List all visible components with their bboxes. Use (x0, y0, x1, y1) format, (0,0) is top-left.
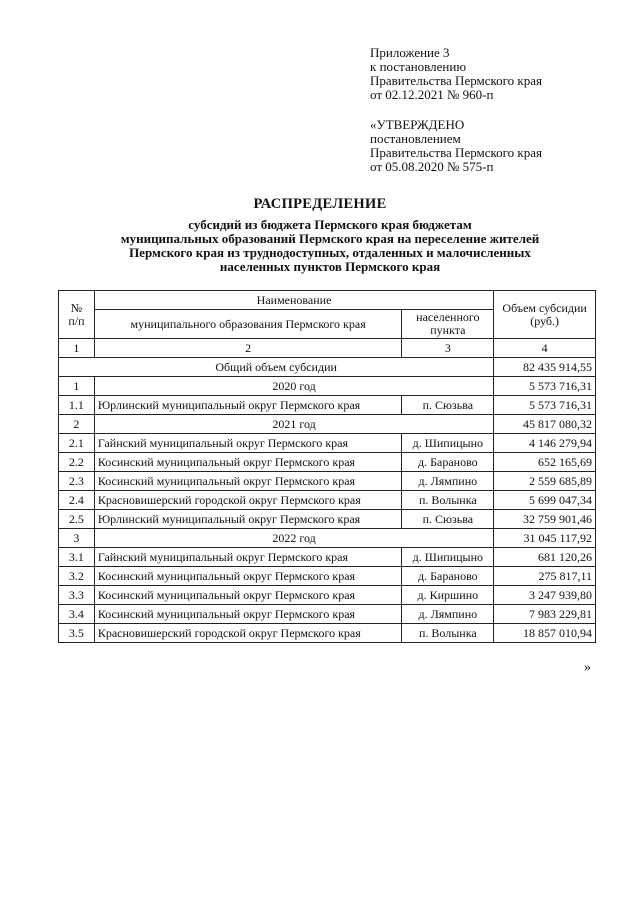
row-municipality: Гайнский муниципальный округ Пермского края (94, 434, 402, 453)
annex-line: Приложение 3 (370, 45, 450, 60)
row-settlement: д. Бараново (402, 567, 494, 586)
approved-line: «УТВЕРЖДЕНО (370, 117, 465, 132)
total-amount: 82 435 914,55 (494, 358, 596, 377)
row-settlement: п. Волынка (402, 491, 494, 510)
annex-line: Правительства Пермского края (370, 73, 542, 88)
row-no: 2.1 (59, 434, 95, 453)
approved-line: Правительства Пермского края (370, 145, 542, 160)
header-municipality: муниципального образования Пермского края (94, 310, 402, 339)
col-number: 3 (402, 339, 494, 358)
row-amount: 275 817,11 (494, 567, 596, 586)
row-municipality: Красновишерский городской округ Пермского края (94, 624, 402, 643)
year-row (59, 415, 596, 434)
col-number: 4 (494, 339, 596, 358)
table-row (59, 624, 596, 643)
subtitle-line: муниципальных образований Пермского края на переселение жителей (120, 231, 540, 246)
year-row-no: 3 (59, 529, 95, 548)
row-amount: 681 120,26 (494, 548, 596, 567)
header-amount: Объем субсидии (руб.) (494, 291, 596, 339)
row-no: 2.2 (59, 453, 95, 472)
row-no: 3.2 (59, 567, 95, 586)
row-amount: 5 699 047,34 (494, 491, 596, 510)
header-settlement: населенного пункта (402, 310, 494, 339)
annex-line: от 02.12.2021 № 960-п (370, 87, 494, 102)
closing-quote: » (584, 660, 591, 675)
row-amount: 4 146 279,94 (494, 434, 596, 453)
year-label: 2022 год (94, 529, 493, 548)
row-no: 2.3 (59, 472, 95, 491)
row-amount: 652 165,69 (494, 453, 596, 472)
document-subtitle (60, 218, 600, 274)
subsidy-distribution-table (58, 290, 596, 643)
row-amount: 3 247 939,80 (494, 586, 596, 605)
subtitle-line: населенных пунктов Пермского края (219, 259, 441, 274)
year-amount: 45 817 080,32 (494, 415, 596, 434)
table-row (59, 510, 596, 529)
column-number-row (59, 339, 596, 358)
subtitle-line: Пермского края из труднодоступных, отдаленных и малочисленных (129, 245, 531, 260)
row-municipality: Косинский муниципальный округ Пермского края (94, 567, 402, 586)
annex-reference (370, 46, 542, 102)
row-settlement: п. Волынка (402, 624, 494, 643)
annex-line: к постановлению (370, 59, 467, 74)
year-row (59, 377, 596, 396)
row-no: 1.1 (59, 396, 95, 415)
row-amount: 32 759 901,46 (494, 510, 596, 529)
row-settlement: д. Лямпино (402, 605, 494, 624)
row-amount: 5 573 716,31 (494, 396, 596, 415)
row-municipality: Красновишерский городской округ Пермского края (94, 491, 402, 510)
col-number: 1 (59, 339, 95, 358)
row-settlement: п. Сюзьва (402, 510, 494, 529)
year-amount: 5 573 716,31 (494, 377, 596, 396)
table-row (59, 567, 596, 586)
row-settlement: д. Шипицыно (402, 434, 494, 453)
header-name-group: Наименование (94, 291, 493, 310)
row-amount: 2 559 685,89 (494, 472, 596, 491)
row-no: 3.3 (59, 586, 95, 605)
row-no: 3.1 (59, 548, 95, 567)
row-municipality: Гайнский муниципальный округ Пермского края (94, 548, 402, 567)
col-number: 2 (94, 339, 402, 358)
table-row (59, 434, 596, 453)
row-municipality: Косинский муниципальный округ Пермского края (94, 472, 402, 491)
row-municipality: Юрлинский муниципальный округ Пермского края (94, 396, 402, 415)
table-row (59, 396, 596, 415)
row-amount: 18 857 010,94 (494, 624, 596, 643)
year-row (59, 529, 596, 548)
total-label: Общий объем субсидии (59, 358, 494, 377)
document-title: РАСПРЕДЕЛЕНИЕ (253, 196, 387, 212)
table-row (59, 548, 596, 567)
row-municipality: Косинский муниципальный округ Пермского края (94, 453, 402, 472)
year-label: 2021 год (94, 415, 493, 434)
year-amount: 31 045 117,92 (494, 529, 596, 548)
row-no: 3.4 (59, 605, 95, 624)
row-settlement: п. Сюзьва (402, 396, 494, 415)
row-settlement: д. Лямпино (402, 472, 494, 491)
row-municipality: Юрлинский муниципальный округ Пермского края (94, 510, 402, 529)
approved-line: постановлением (370, 131, 461, 146)
row-no: 3.5 (59, 624, 95, 643)
table-row (59, 586, 596, 605)
subtitle-line: субсидий из бюджета Пермского края бюджетам (188, 217, 472, 232)
table-row (59, 453, 596, 472)
row-settlement: д. Киршино (402, 586, 494, 605)
row-municipality: Косинский муниципальный округ Пермского края (94, 586, 402, 605)
row-no: 2.4 (59, 491, 95, 510)
year-row-no: 1 (59, 377, 95, 396)
header-no: № п/п (59, 291, 95, 339)
row-settlement: д. Шипицыно (402, 548, 494, 567)
year-row-no: 2 (59, 415, 95, 434)
table-row (59, 491, 596, 510)
row-no: 2.5 (59, 510, 95, 529)
header-row (59, 291, 596, 310)
year-label: 2020 год (94, 377, 493, 396)
approval-stamp-text (370, 118, 542, 174)
row-municipality: Косинский муниципальный округ Пермского края (94, 605, 402, 624)
table-row (59, 605, 596, 624)
total-row (59, 358, 596, 377)
row-settlement: д. Бараново (402, 453, 494, 472)
approved-line: от 05.08.2020 № 575-п (370, 159, 494, 174)
table-row (59, 472, 596, 491)
row-amount: 7 983 229,81 (494, 605, 596, 624)
